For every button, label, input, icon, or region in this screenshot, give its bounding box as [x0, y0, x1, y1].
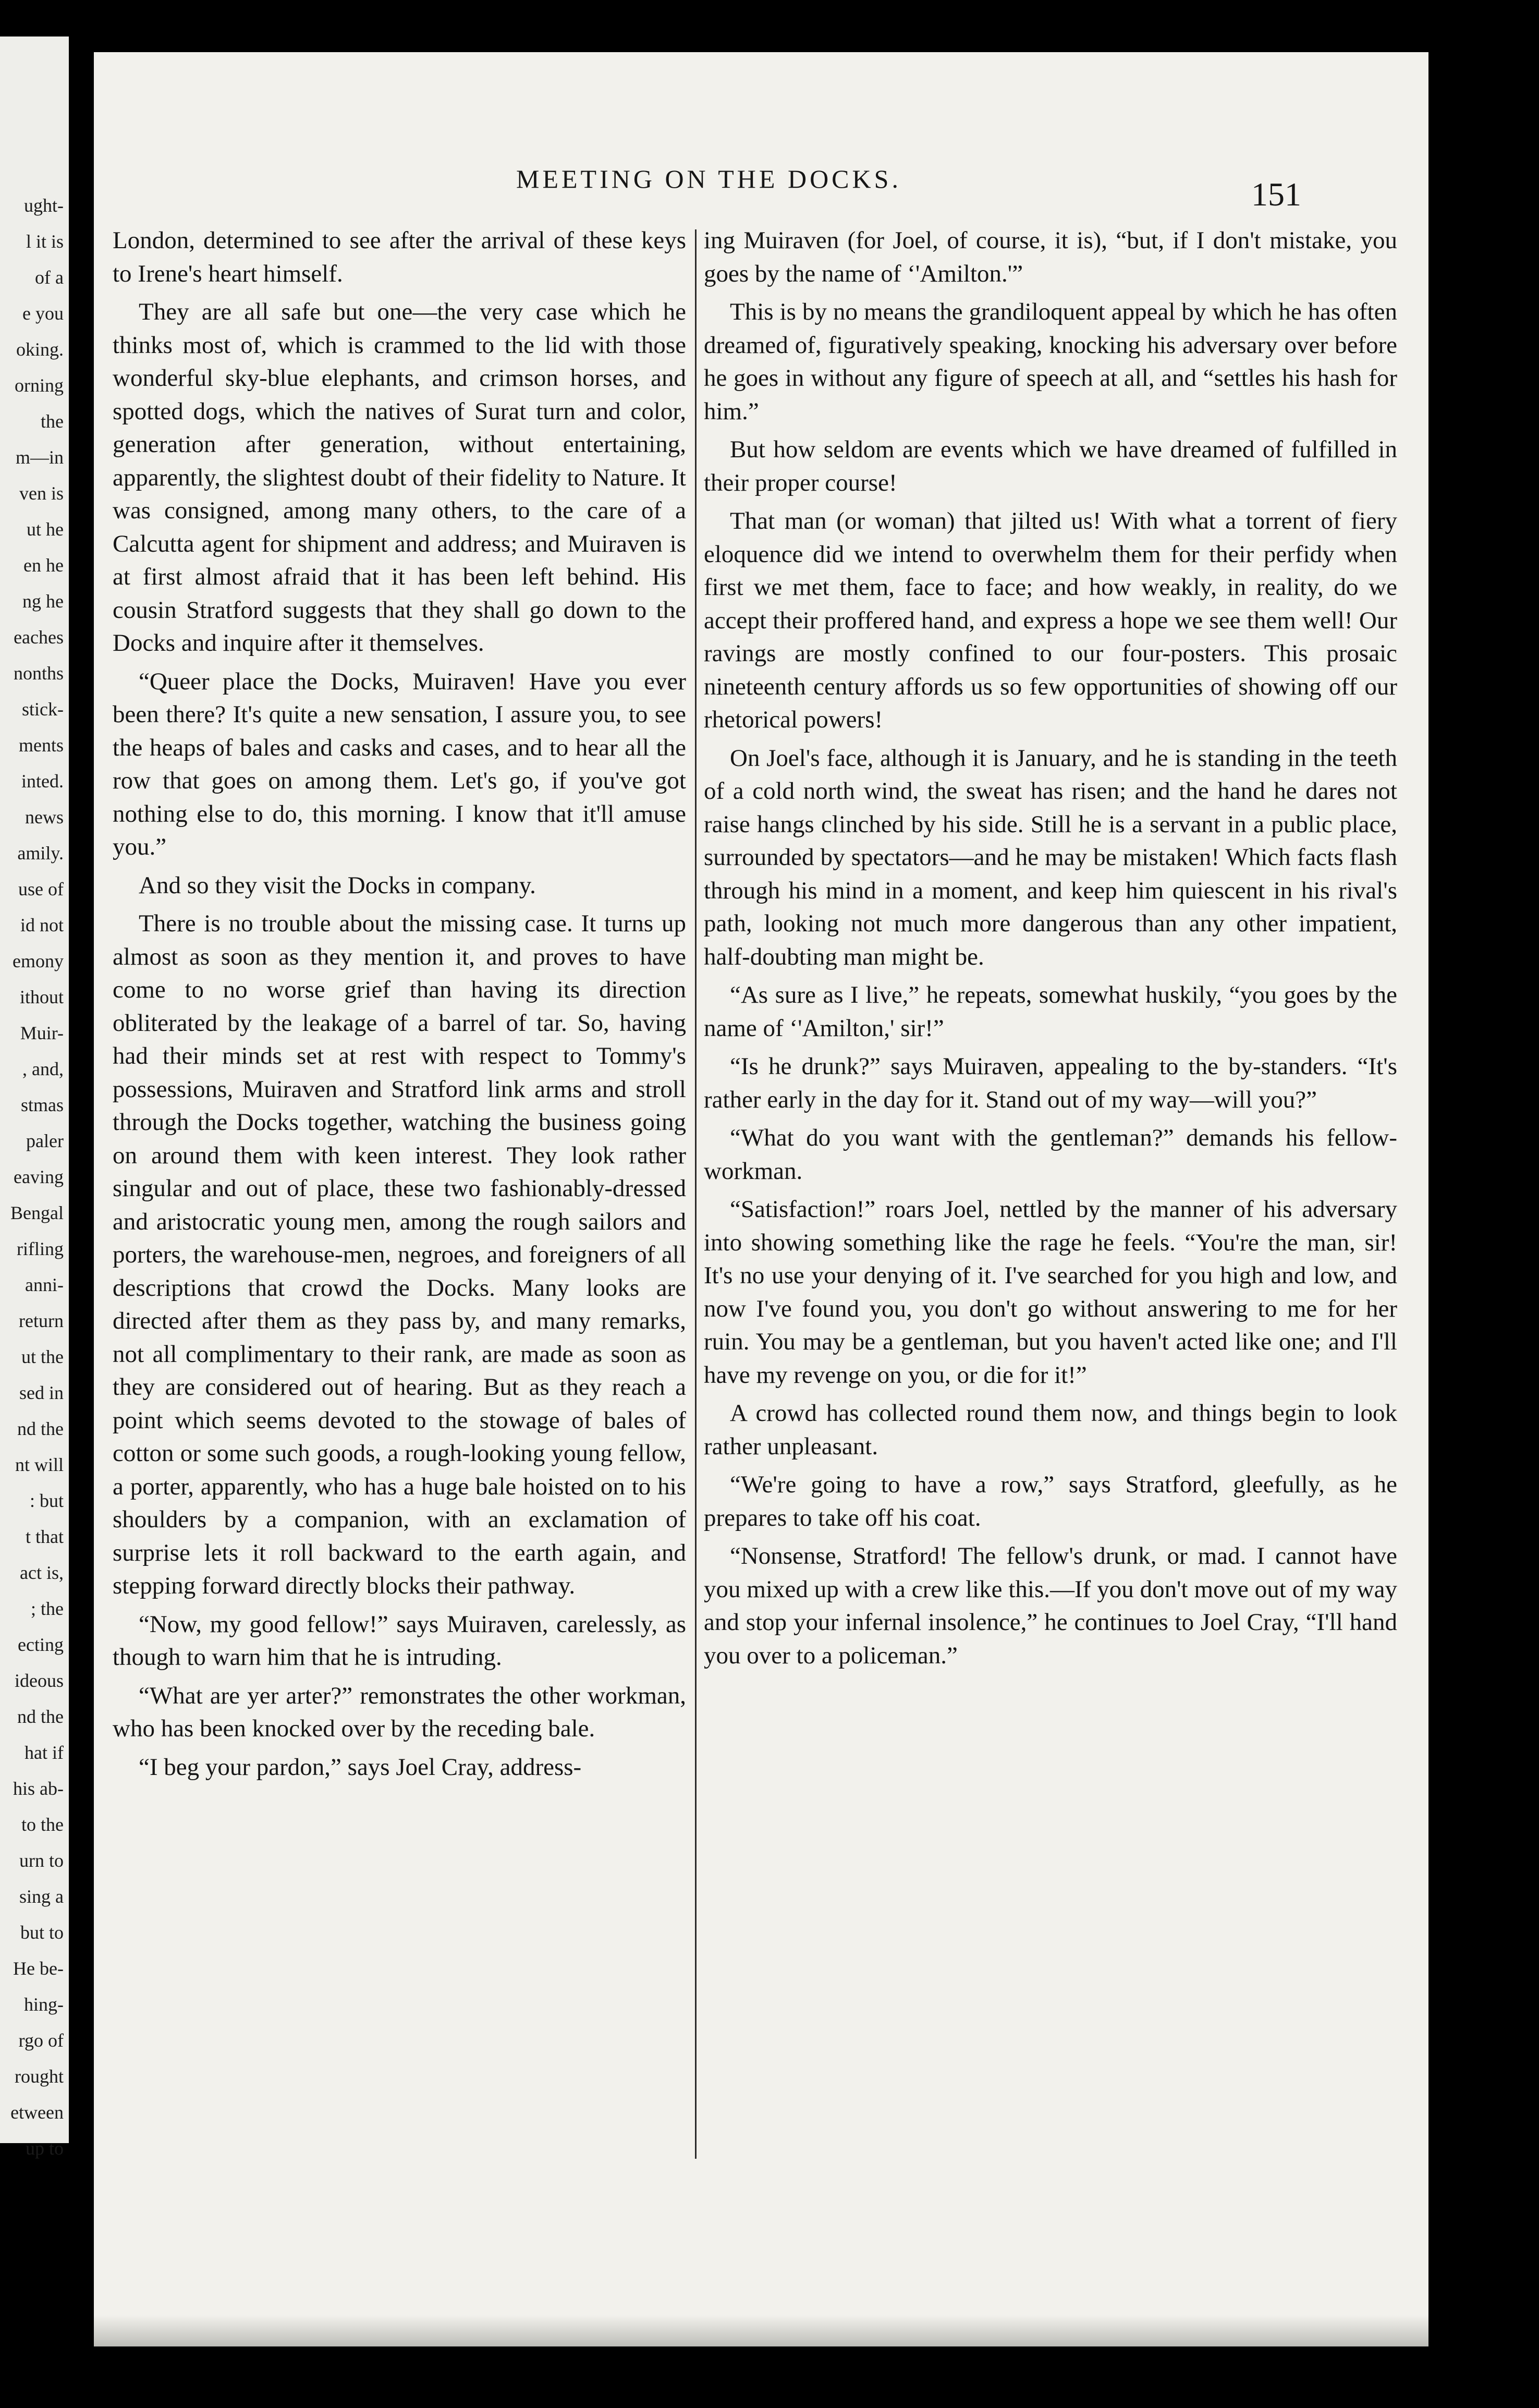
margin-fragment: to the: [21, 1814, 64, 1835]
margin-fragment: ut he: [27, 519, 64, 540]
paragraph: ing Muiraven (for Joel, of course, it is), “but, if I don't mistake, you goes by the name of ‘'Amilton.'”: [704, 227, 1397, 287]
paragraph: This is by no means the grandiloquent appeal by which he has often dreamed of, figuratively speaking, knocking his adversary over before he goes in without any figure of speech at all, and “settles his hash for him.”: [704, 298, 1397, 425]
margin-fragment: ng he: [22, 591, 64, 612]
margin-fragment: t that: [26, 1526, 64, 1547]
margin-fragment: ments: [19, 735, 64, 756]
paragraph: They are all safe but one—the very case which he thinks most of, which is crammed to the lid with those wonderful sky-blue elephants, and crimson horses, and spotted dogs, which the natives of Surat turn and color, generation after generation, without entertaining, apparently, the slightest doubt of their fidelity to Nature. It was consigned, among many others, to the care of a Calcutta agent for shipment and address; and Muiraven is at first almost afraid that it has been left behind. His cousin Stratford suggests that they shall go down to the Docks and inquire after it themselves.: [113, 298, 686, 656]
margin-fragment: ecting: [18, 1634, 64, 1655]
margin-fragment: return: [19, 1310, 64, 1331]
running-head: MEETING ON THE DOCKS.: [516, 164, 901, 193]
paragraph: “What are yer arter?” remonstrates the other workman, who has been knocked over by the receding bale.: [113, 1682, 686, 1742]
margin-fragment: stick-: [22, 699, 64, 720]
page-number: 151: [1251, 176, 1301, 213]
margin-fragment: stmas: [20, 1094, 64, 1115]
paragraph: And so they visit the Docks in company.: [139, 871, 536, 899]
paragraph: On Joel's face, although it is January, and he is standing in the teeth of a cold north wind, the sweat has risen; and the hand he dares not raise hangs clinched by his side. Still he is a servant in a public place, surrounded by spectators—and he may be mistaken! Which facts flash through his mind in a moment, and keep him quiescent in his rival's path, looking not much more dangerous than any other impatient, half-doubting man might be.: [704, 744, 1397, 970]
margin-fragment: but to: [20, 1922, 64, 1943]
column-rule: [695, 229, 697, 2159]
margin-fragment: nonths: [13, 663, 64, 684]
margin-fragment: en he: [23, 555, 64, 576]
margin-fragment: the: [41, 411, 64, 432]
margin-fragment: hing-: [24, 1994, 64, 2015]
paragraph: London, determined to see after the arrival of these keys to Irene's heart himself.: [113, 227, 686, 287]
margin-fragment: inted.: [21, 771, 64, 792]
paragraph: There is no trouble about the missing case. It turns up almost as soon as they mention it, and proves to have come to no worse grief than having its direction obliterated by the leakage of a barrel of tar. So, having had their minds set at rest with respect to Tommy's possessions, Muiraven and Stratford link arms and stroll through the Docks together, watching the business going on around them with keen interest. They look rather singular and out of place, these two fashionably-dressed and aristocratic young men, among the rough sailors and porters, the warehouse-men, negroes, and foreigners of all descriptions that crowd the Docks. Many looks are directed after them as they pass by, and many remarks, not all complimentary to their rank, are made as soon as they are considered out of hearing. But as they reach a point which seems devoted to the stowage of bales of cotton or some such goods, a rough-looking young fellow, a porter, apparently, who has a huge bale hoisted on to his shoulders by a companion, with an exclamation of surprise lets it roll backward to the earth again, and stepping forward directly blocks their pathway.: [113, 910, 686, 1599]
margin-fragment: up to: [25, 2138, 64, 2159]
margin-fragment: emony: [13, 951, 64, 971]
left-column: [113, 224, 686, 1789]
margin-fragment: He be-: [13, 1958, 64, 1979]
margin-fragment: nt will: [15, 1454, 64, 1475]
margin-fragment: : but: [29, 1490, 64, 1511]
paragraph: “Queer place the Docks, Muiraven! Have you ever been there? It's quite a new sensation, I assure you, to see the heaps of bales and casks and cases, and to hear all the row that goes on among them. Let's go, if you've got nothing else to do, this morning. I know that it'll amuse you.”: [113, 667, 686, 860]
margin-fragment: paler: [26, 1130, 64, 1151]
margin-fragment: nd the: [17, 1706, 64, 1727]
paragraph: “Satisfaction!” roars Joel, nettled by the manner of his adversary into showing something like the rage he feels. “You're the man, sir! It's no use your denying of it. I've searched for you high and low, and now I've found you, you don't go without answering to me for her ruin. You may be a gentleman, but you haven't acted like one; and I'll have my revenge on you, or die for it!”: [704, 1196, 1397, 1389]
margin-fragment: m—in: [15, 447, 64, 468]
paragraph: “I beg your pardon,” says Joel Cray, address-: [139, 1753, 582, 1781]
margin-fragment: ideous: [15, 1670, 64, 1691]
book-page: [94, 52, 1428, 2346]
paragraph: “We're going to have a row,” says Stratford, gleefully, as he prepares to take off his coat.: [704, 1471, 1397, 1531]
paragraph: “Now, my good fellow!” says Muiraven, carelessly, as though to warn him that he is intruding.: [113, 1610, 686, 1671]
margin-fragment: e you: [22, 303, 64, 324]
margin-fragment: etween: [10, 2102, 64, 2123]
margin-fragment: l it is: [26, 231, 64, 252]
margin-fragment: urn to: [19, 1850, 64, 1871]
margin-fragment: ; the: [31, 1598, 64, 1619]
margin-fragment: ven is: [19, 483, 64, 504]
margin-fragment: amily.: [17, 843, 64, 864]
margin-fragment: news: [25, 807, 64, 828]
paragraph: “Nonsense, Stratford! The fellow's drunk, or mad. I cannot have you mixed up with a crew like this.—If you don't move out of my way and stop your infernal insolence,” he continues to Joel Cray, “I'll hand you over to a policeman.”: [704, 1542, 1397, 1669]
margin-fragment: ut the: [21, 1346, 64, 1367]
margin-fragment: eaches: [14, 627, 64, 648]
right-column: [704, 224, 1397, 1677]
margin-fragment: anni-: [25, 1274, 64, 1295]
margin-fragment: oking.: [16, 339, 64, 360]
margin-fragment: , and,: [22, 1059, 64, 1079]
margin-fragment: sing a: [19, 1886, 64, 1907]
margin-fragment: his ab-: [13, 1778, 64, 1799]
margin-fragment: id not: [20, 915, 64, 935]
paragraph: “As sure as I live,” he repeats, somewhat huskily, “you goes by the name of ‘'Amilton,' sir!”: [704, 981, 1397, 1042]
margin-fragment: nd the: [17, 1418, 64, 1439]
page-bottom-edge: [94, 2315, 1428, 2346]
margin-fragment: Bengal: [10, 1202, 64, 1223]
paragraph: “Is he drunk?” says Muiraven, appealing to the by-standers. “It's rather early in the day for it. Stand out of my way—will you?”: [704, 1053, 1397, 1113]
paragraph: That man (or woman) that jilted us! With what a torrent of fiery eloquence did we intend to overwhelm them for their perfidy when first we met them, face to face; and how weakly, in reality, do we accept their proffered hand, and express a hope we see them well! Our ravings are mostly confined to our four-posters. This prosaic nineteenth century affords us so few opportunities of showing off our rhetorical powers!: [704, 507, 1397, 733]
margin-fragment: use of: [18, 879, 64, 899]
paragraph: But how seldom are events which we have dreamed of fulfilled in their proper course!: [704, 436, 1397, 496]
paragraph: “What do you want with the gentleman?” demands his fellow-workman.: [704, 1124, 1397, 1185]
margin-fragment: ithout: [19, 987, 64, 1007]
margin-fragment: ught-: [24, 195, 64, 216]
margin-fragment: orning: [15, 375, 64, 396]
margin-fragment: eaving: [14, 1166, 64, 1187]
facing-page-edge: [0, 37, 69, 2159]
margin-fragment: rgo of: [18, 2030, 64, 2051]
margin-fragment: Muir-: [20, 1023, 64, 1043]
margin-fragment: act is,: [20, 1562, 64, 1583]
paragraph: A crowd has collected round them now, and things begin to look rather unpleasant.: [704, 1400, 1397, 1460]
page-header: [94, 154, 1428, 213]
margin-fragment: hat if: [25, 1742, 64, 1763]
margin-fragment: sed in: [19, 1382, 64, 1403]
margin-fragment: rifling: [17, 1238, 64, 1259]
margin-fragment: of a: [35, 267, 64, 288]
margin-fragment: rought: [15, 2066, 64, 2087]
